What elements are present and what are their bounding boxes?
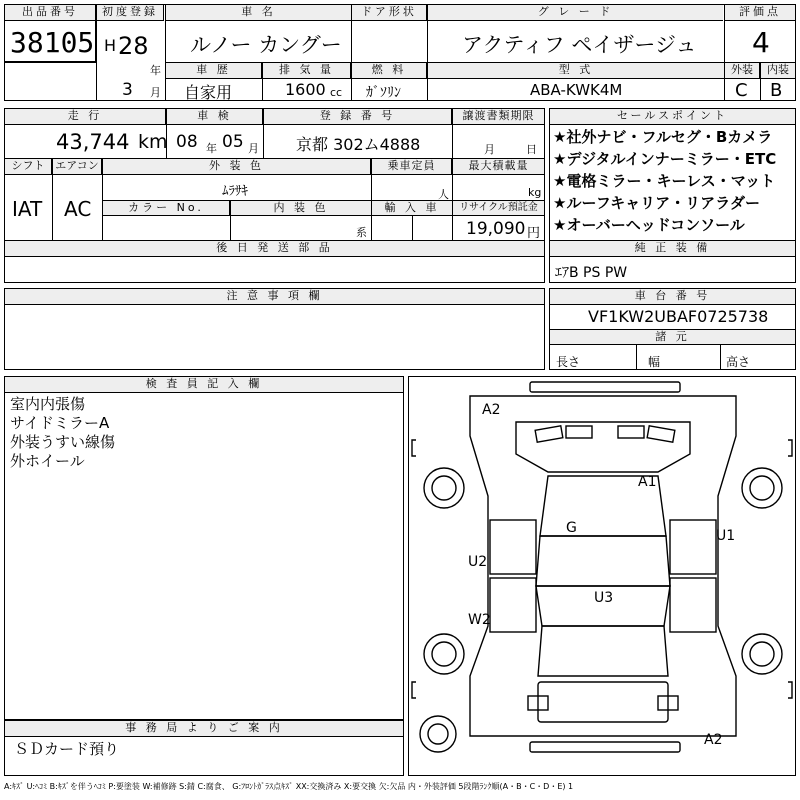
ext-grade: C [735,80,748,101]
shift-label: シフト [5,159,52,175]
int-grade: B [770,80,783,101]
sales-point: ★電格ミラー・キーレス・マット [553,172,776,190]
model-label: 型 式 [428,63,724,79]
office-text: ＳＤカード預り [14,740,120,758]
mileage-label: 走 行 [5,109,166,125]
inspector-line: 外ホイール [10,452,85,470]
first-reg-label: 初度登録 [97,5,164,21]
sales-point: ★社外ナビ・フルセグ・Bカメラ [553,128,773,146]
recycle: 19,090 [466,219,526,239]
spec-length: 長さ [556,355,581,369]
sales-point: ★ルーフキャリア・リアラダー [553,194,760,212]
fuel-label: 燃 料 [352,63,427,79]
spec-width: 幅 [648,355,661,369]
ac-label: エアコン [53,159,102,175]
model: ABA-KWK4M [530,81,623,99]
mark-u3: U3 [594,590,614,606]
specs-label: 諸 元 [550,330,795,345]
capacity-label: 乗車定員 [372,159,452,175]
load-label: 最大積載量 [453,159,544,175]
transfer-day-unit: 日 [526,143,537,156]
transfer-label: 譲渡書類期限 [453,109,544,125]
score: 4 [752,26,770,59]
reg-no-label: 登 録 番 号 [264,109,452,125]
chassis-number: VF1KW2UBAF0725738 [588,307,769,326]
displacement-label: 排 気 量 [263,63,351,79]
mark-a2-bottom: A2 [704,732,723,748]
legend: A:ｷｽﾞ U:ﾍｺﾐ B:ｷｽﾞを伴うﾍｺﾐ P:要塗装 W:補修跡 S:錆 C:腐食、 G:ﾌﾛﾝﾄｶﾞﾗｽ点ｷｽﾞ XX:交換済み X:要交換 欠:欠品 内・外装評価 5段階ﾗﾝｸ順(A・B・C・D・E) 1 [4,782,574,791]
capacity-unit: 人 [438,188,449,201]
inspection-label: 車 検 [167,109,263,125]
recycle-label: リサイクル預託金 [453,201,544,216]
color: ﾑﾗｻｷ [222,184,248,199]
score-label: 評価点 [725,5,795,21]
grade: アクティフ ペイザージュ [462,33,697,57]
history-label: 車 歴 [166,63,262,79]
insp-month: 05 [222,132,244,152]
color-label: 外 装 色 [103,159,371,175]
int-label: 内装 [761,63,795,79]
chassis-label: 車 台 番 号 [550,289,795,305]
load-unit: kg [528,186,542,199]
insp-month-unit: 月 [248,142,259,155]
displacement-unit: cc [330,86,343,99]
import-label: 輸 入 車 [372,201,452,216]
notes-label: 注 意 事 項 欄 [5,289,544,305]
month-unit: 月 [150,86,161,99]
mark-u2: U2 [468,554,488,570]
first-reg-year: 28 [118,32,149,60]
mileage-unit: km [138,131,168,153]
spec-height: 高さ [726,355,751,369]
equipment-value: ｴｱB PS PW [555,265,628,281]
inspector-notes [10,395,115,471]
ac: AC [64,197,92,221]
insp-year: 08 [176,132,198,152]
mark-u1: U1 [716,528,736,544]
mark-a1: A1 [638,474,657,490]
mark-w2: W2 [468,612,491,628]
interior-color-unit: 系 [356,226,367,239]
equipment-label: 純 正 装 備 [550,241,795,257]
sales-points-list [553,126,776,236]
sales-point: ★オーバーヘッドコンソール [553,216,745,234]
era: H [104,36,117,55]
lot-label: 出品番号 [5,5,95,21]
reg-no: 京都 302ム4888 [296,135,421,154]
fuel: ｶﾞｿﾘﾝ [366,85,401,101]
shift: IAT [12,197,43,221]
car-name-label: 車 名 [166,5,351,21]
sales-label: セールスポイント [550,109,795,125]
grade-label: グ レ ー ド [428,5,723,21]
color-no-label: カラー No. [103,201,230,216]
door-label: ドア形状 [352,5,427,21]
office-label: 事 務 局 よ り ご 案 内 [5,721,403,737]
inspector-line: 外装うすい線傷 [10,433,116,451]
mark-g: G [566,520,577,536]
displacement: 1600 [285,80,326,99]
history: 自家用 [184,83,233,102]
mileage: 43,744 [56,130,130,154]
sales-point: ★デジタルインナーミラー・ETC [553,150,777,168]
insp-year-unit: 年 [206,142,217,155]
recycle-unit: 円 [527,226,541,241]
inspector-line: サイドミラーA [10,414,110,432]
inspector-label: 検 査 員 記 入 欄 [5,377,403,393]
car-damage-diagram [408,376,796,776]
first-reg-month: 3 [122,80,133,100]
interior-color-label: 内 装 色 [231,201,371,216]
lot-number: 38105 [10,26,95,59]
mark-a2-top: A2 [482,402,501,418]
transfer-month-unit: 月 [484,143,495,156]
year-unit: 年 [150,64,161,77]
ext-label: 外装 [725,63,760,79]
inspector-line: 室内内張傷 [10,395,86,413]
later-parts-label: 後 日 発 送 部 品 [5,241,544,257]
car-name: ルノー カングー [190,33,342,57]
